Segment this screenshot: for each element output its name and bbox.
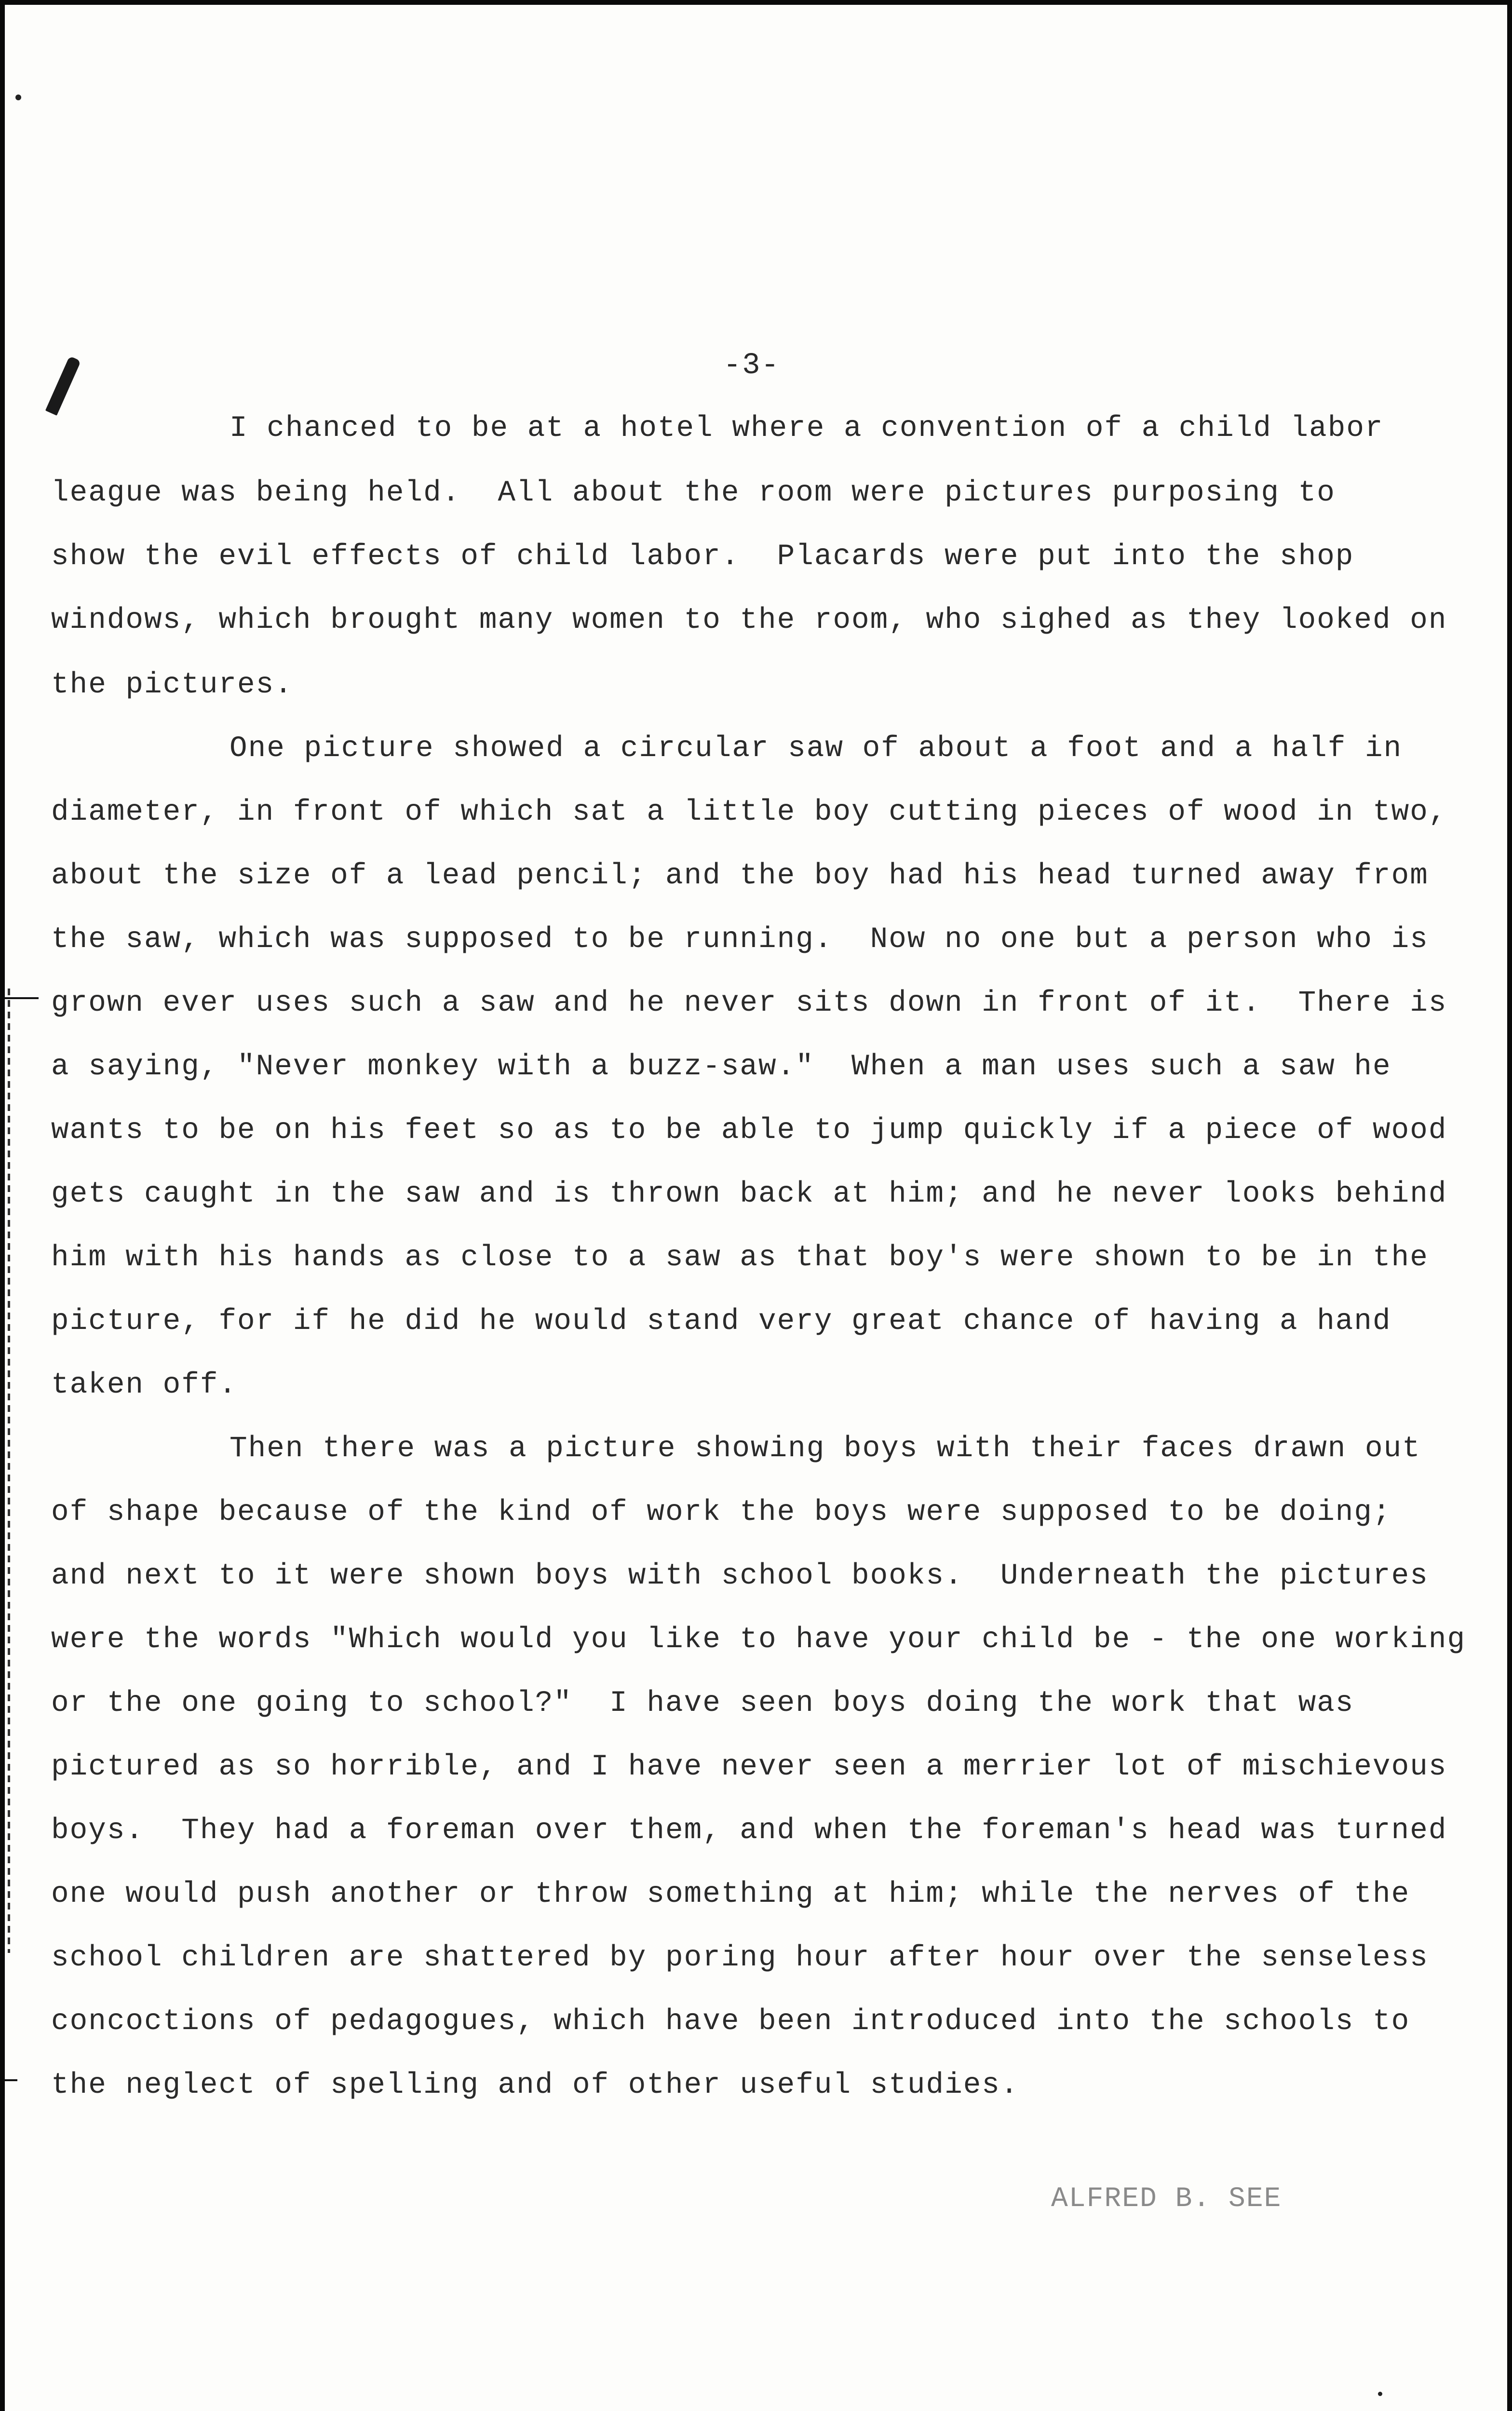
text-line: boys. They had a foreman over them, and when the foreman's head was turned — [51, 1814, 1447, 1847]
text-line: I chanced to be at a hotel where a convention of a child labor — [230, 412, 1384, 445]
text-line: about the size of a lead pencil; and the boy had his head turned away from — [51, 859, 1429, 893]
text-line: one would push another or throw something at him; while the nerves of the — [51, 1878, 1410, 1911]
binding-edge-mark — [8, 989, 10, 1953]
text-line: concoctions of pedagogues, which have been introduced into the schools to — [51, 2005, 1410, 2038]
text-line: league was being held. All about the room were pictures purposing to — [51, 476, 1336, 510]
margin-rule-mark — [5, 997, 39, 999]
text-line: Then there was a picture showing boys with their faces drawn out — [230, 1432, 1421, 1465]
text-line: One picture showed a circular saw of about a foot and a half in — [230, 732, 1403, 765]
text-line: or the one going to school?" I have seen boys doing the work that was — [51, 1687, 1354, 1720]
margin-arrow-mark — [5, 2079, 17, 2081]
text-line: taken off. — [51, 1368, 238, 1402]
text-line: and next to it were shown boys with school books. Underneath the pictures — [51, 1559, 1429, 1593]
text-line: of shape because of the kind of work the boys were supposed to be doing; — [51, 1496, 1391, 1529]
text-line: the pictures. — [51, 668, 293, 702]
text-line: a saying, "Never monkey with a buzz-saw." When a man uses such a saw he — [51, 1050, 1391, 1084]
text-line: diameter, in front of which sat a little boy cutting pieces of wood in two, — [51, 796, 1447, 829]
text-line: were the words "Which would you like to have your child be - the one working — [51, 1623, 1466, 1656]
signature: ALFRED B. SEE — [1051, 2183, 1282, 2215]
text-line: wants to be on his feet so as to be able to jump quickly if a piece of wood — [51, 1114, 1447, 1147]
text-line: pictured as so horrible, and I have never seen a merrier lot of mischievous — [51, 1750, 1447, 1784]
page-number: -3- — [723, 348, 780, 382]
speck-mark — [1378, 2392, 1382, 2396]
text-line: windows, which brought many women to the room, who sighed as they looked on — [51, 604, 1447, 637]
pen-mark-icon — [45, 356, 81, 416]
text-line: picture, for if he did he would stand very great chance of having a hand — [51, 1305, 1391, 1338]
text-line: the saw, which was supposed to be running. Now no one but a person who is — [51, 923, 1429, 956]
speck-mark — [15, 95, 21, 100]
text-line: him with his hands as close to a saw as that boy's were shown to be in the — [51, 1241, 1429, 1274]
text-line: the neglect of spelling and of other useful studies. — [51, 2069, 1019, 2102]
text-line: show the evil effects of child labor. Placards were put into the shop — [51, 540, 1354, 573]
text-line: gets caught in the saw and is thrown back at him; and he never looks behind — [51, 1178, 1447, 1211]
text-line: school children are shattered by poring hour after hour over the senseless — [51, 1941, 1429, 1975]
text-line: grown ever uses such a saw and he never sits down in front of it. There is — [51, 987, 1447, 1020]
